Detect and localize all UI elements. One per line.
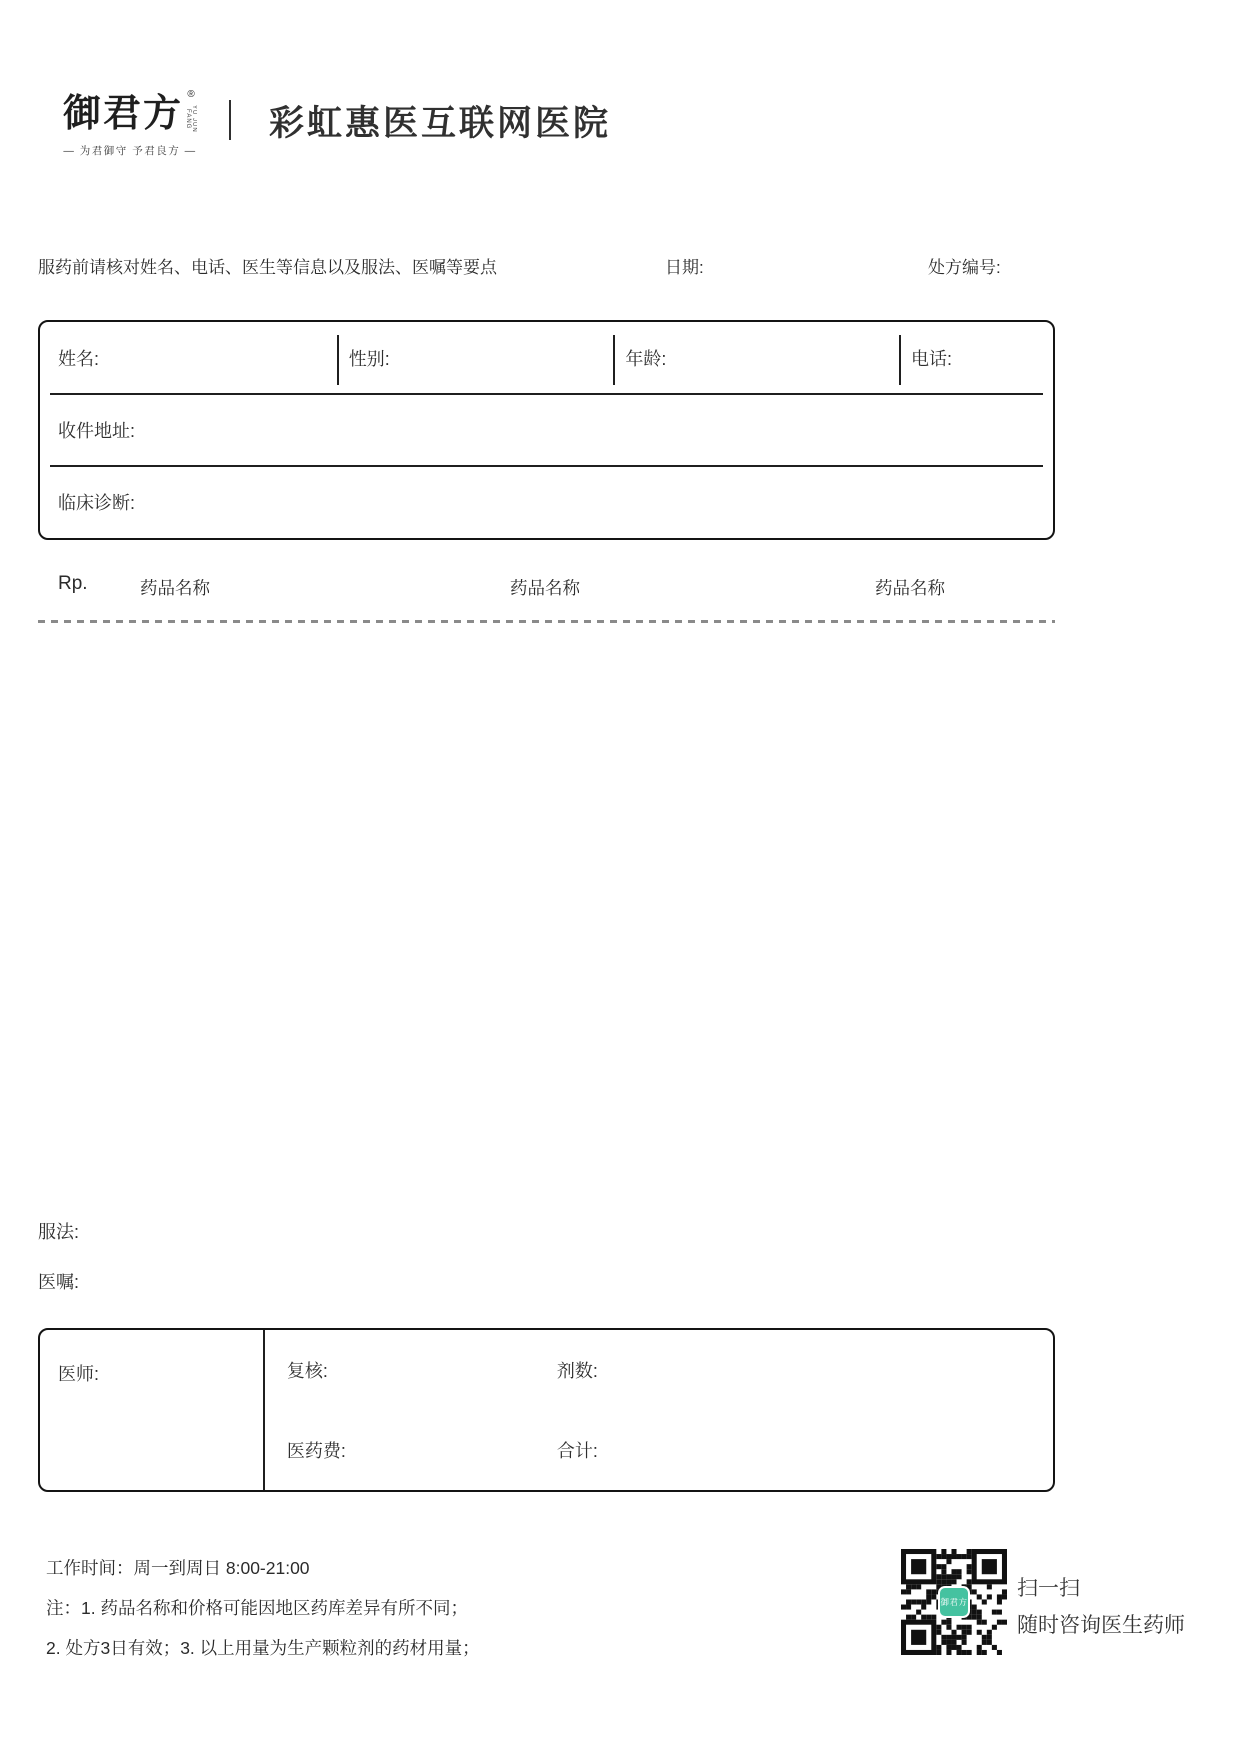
qr-center-brand-logo: 御君方 xyxy=(938,1586,970,1618)
patient-address-field xyxy=(40,394,1053,466)
header xyxy=(55,90,611,158)
hospital-name: 彩虹惠医互联网医院 xyxy=(269,104,612,143)
patient-info-box xyxy=(38,320,1055,540)
cell-divider xyxy=(613,335,615,385)
prescription-number-label: 处方编号: xyxy=(928,258,1001,277)
qr-consult-label: 随时咨询医生药师 xyxy=(1017,1614,1185,1637)
doctor-label: 医师: xyxy=(58,1364,100,1384)
drug-name-column-header: 药品名称 xyxy=(510,578,580,598)
qr-scan-label: 扫一扫 xyxy=(1017,1577,1080,1600)
usage-label: 服法: xyxy=(38,1222,80,1242)
reviewer-label: 复核: xyxy=(286,1361,328,1381)
qr-code xyxy=(901,1549,1007,1655)
patient-gender-label: 性别: xyxy=(348,349,390,369)
review-box xyxy=(38,1328,1055,1492)
review-row-1 xyxy=(265,1330,1053,1410)
rp-label: Rp. xyxy=(58,573,88,594)
doctor-field xyxy=(40,1330,265,1490)
patient-gender-field xyxy=(337,322,614,394)
date-label: 日期: xyxy=(665,258,704,277)
review-row-2 xyxy=(265,1410,1053,1490)
brand-logo xyxy=(55,90,205,158)
drug-name-column-header: 药品名称 xyxy=(875,578,945,598)
patient-diagnosis-label: 临床诊断: xyxy=(58,493,136,513)
total-label: 合计: xyxy=(556,1441,598,1461)
check-info-hint: 服药前请核对姓名、电话、医生等信息以及服法、医嘱等要点 xyxy=(38,258,497,277)
patient-age-label: 年龄: xyxy=(625,349,667,369)
medical-fee-label: 医药费: xyxy=(286,1441,346,1461)
patient-row-basic xyxy=(40,322,1053,394)
brand-tagline: — 为君御守 予君良方 — xyxy=(63,145,197,157)
footer-note-line-2: 2. 处方3日有效；3. 以上用量为生产颗粒剂的药材用量； xyxy=(46,1638,480,1658)
brand-logo-text: 御君方 xyxy=(62,90,183,135)
doctor-advice-label: 医嘱: xyxy=(38,1272,80,1292)
patient-name-label: 姓名: xyxy=(58,349,100,369)
footer-note-line-1: 注：1. 药品名称和价格可能因地区药库差异有所不同； xyxy=(46,1598,468,1618)
patient-phone-label: 电话: xyxy=(911,349,953,369)
doses-label: 剂数: xyxy=(556,1361,598,1381)
header-divider xyxy=(229,100,231,140)
review-right-panel xyxy=(265,1330,1053,1490)
footer-notes xyxy=(46,1548,480,1668)
registered-trademark-icon: ® xyxy=(187,89,195,100)
work-time-note: 工作时间：周一到周日 8:00-21:00 xyxy=(46,1558,310,1578)
cell-divider xyxy=(337,335,339,385)
brand-logo-pinyin: YU JUN FANG xyxy=(185,105,197,133)
drug-name-column-header: 药品名称 xyxy=(140,578,210,598)
patient-age-field xyxy=(613,322,899,394)
patient-phone-field xyxy=(899,322,1053,394)
patient-diagnosis-field xyxy=(40,466,1053,538)
dashed-divider xyxy=(38,620,1055,623)
patient-address-label: 收件地址: xyxy=(58,421,136,441)
patient-name-field xyxy=(40,322,337,394)
cell-divider xyxy=(899,335,901,385)
